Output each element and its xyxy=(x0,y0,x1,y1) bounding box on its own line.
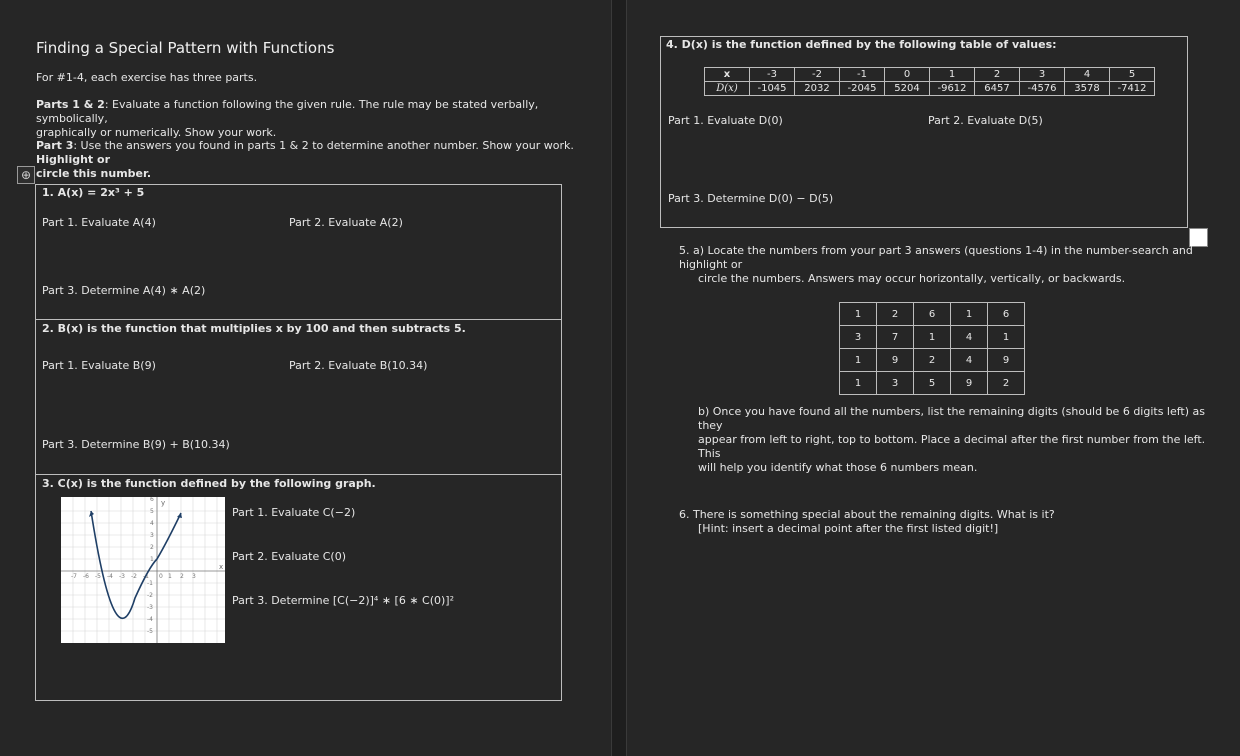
x-tick-label: 0 xyxy=(159,573,163,580)
x-tick-label: -6 xyxy=(83,573,89,580)
part3-label: Part 3 xyxy=(36,139,74,152)
table-cell: -1 xyxy=(840,68,885,82)
table-cell: -9612 xyxy=(930,82,975,96)
table-cell: -7412 xyxy=(1110,82,1155,96)
grid-cell[interactable]: 1 xyxy=(840,349,877,372)
q2-part1: Part 1. Evaluate B(9) xyxy=(42,359,156,372)
grid-cell[interactable]: 9 xyxy=(877,349,914,372)
values-table xyxy=(704,67,1155,96)
table-cell: -4576 xyxy=(1020,82,1065,96)
graph-svg xyxy=(61,497,225,643)
y-tick-label: -2 xyxy=(147,592,153,599)
q3-part1: Part 1. Evaluate C(−2) xyxy=(232,506,356,519)
q5a-line1: 5. a) Locate the numbers from your part 3 answers (questions 1-4) in the number-search and highlight or xyxy=(679,244,1193,271)
left-page xyxy=(0,0,612,756)
table-cell: 5204 xyxy=(885,82,930,96)
part3-text: : Use the answers you found in parts 1 & 2 to determine another number. Show your work. xyxy=(73,139,574,152)
page-title: Finding a Special Pattern with Functions xyxy=(36,39,335,57)
grid-cell[interactable]: 9 xyxy=(951,372,988,395)
table-cell: 3578 xyxy=(1065,82,1110,96)
x-tick-label: 1 xyxy=(168,573,172,580)
table-cell: 6457 xyxy=(975,82,1020,96)
question-4-box xyxy=(660,36,1188,228)
table-cell: 2 xyxy=(975,68,1020,82)
q2-header: 2. B(x) is the function that multiplies x by 100 and then subtracts 5. xyxy=(42,322,466,335)
grid-cell[interactable]: 3 xyxy=(840,326,877,349)
y-tick-label: 6 xyxy=(150,497,154,503)
y-tick-label: 5 xyxy=(150,508,154,515)
function-graph xyxy=(61,497,225,643)
q6-line2: [Hint: insert a decimal point after the first listed digit!] xyxy=(698,522,999,535)
grid-cell[interactable]: 7 xyxy=(877,326,914,349)
table-cell: 0 xyxy=(885,68,930,82)
intro-text: For #1-4, each exercise has three parts. xyxy=(36,71,258,84)
q4-part2: Part 2. Evaluate D(5) xyxy=(928,114,1043,127)
q5b-line2: appear from left to right, top to bottom. Place a decimal after the first number from the left. This xyxy=(698,433,1206,460)
x-tick-label: 3 xyxy=(192,573,196,580)
q5b-text xyxy=(698,405,1218,475)
grid-cell[interactable]: 1 xyxy=(840,303,877,326)
y-tick-labels xyxy=(147,497,154,635)
y-tick-label: -3 xyxy=(147,604,153,611)
table-row-d xyxy=(705,82,1155,96)
y-tick-label: 2 xyxy=(150,544,154,551)
grid-cell[interactable]: 2 xyxy=(914,349,951,372)
q2-part2: Part 2. Evaluate B(10.34) xyxy=(289,359,428,372)
grid-cell[interactable]: 1 xyxy=(951,303,988,326)
y-tick-label: -5 xyxy=(147,628,153,635)
grid-cell[interactable]: 5 xyxy=(914,372,951,395)
table-row-x xyxy=(705,68,1155,82)
grid-cell[interactable]: 9 xyxy=(988,349,1025,372)
grid-cell[interactable]: 1 xyxy=(840,372,877,395)
q1-part2: Part 2. Evaluate A(2) xyxy=(289,216,403,229)
q3-part3: Part 3. Determine [C(−2)]⁴ ∗ [6 ∗ C(0)]² xyxy=(232,594,455,607)
table-cell: -2 xyxy=(795,68,840,82)
grid-cell[interactable]: 4 xyxy=(951,349,988,372)
x-tick-label: -3 xyxy=(119,573,125,580)
x-tick-label: -4 xyxy=(107,573,113,580)
q1-header: 1. A(x) = 2x³ + 5 xyxy=(42,186,145,199)
question-2-box xyxy=(35,319,562,475)
graph-gridlines xyxy=(61,497,225,643)
x-tick-label: -5 xyxy=(95,573,101,580)
q4-part3: Part 3. Determine D(0) − D(5) xyxy=(668,192,834,205)
table-cell: -1045 xyxy=(750,82,795,96)
table-header-d: D(x) xyxy=(705,82,750,96)
q1-part1: Part 1. Evaluate A(4) xyxy=(42,216,156,229)
x-tick-label: 2 xyxy=(180,573,184,580)
parts12-label: Parts 1 & 2 xyxy=(36,98,105,111)
x-axis-label: x xyxy=(219,563,224,571)
grid-cell[interactable]: 1 xyxy=(914,326,951,349)
q5b-line1: b) Once you have found all the numbers, list the remaining digits (should be 6 digits left) as they xyxy=(698,405,1206,432)
grid-cell[interactable]: 3 xyxy=(877,372,914,395)
grid-cell[interactable]: 6 xyxy=(988,303,1025,326)
grid-row xyxy=(840,303,1025,326)
x-tick-label: -7 xyxy=(71,573,77,580)
grid-cell[interactable]: 6 xyxy=(914,303,951,326)
q4-header: 4. D(x) is the function defined by the following table of values: xyxy=(666,38,1057,51)
table-cell: 4 xyxy=(1065,68,1110,82)
q5b-line3: will help you identify what those 6 numbers mean. xyxy=(698,461,978,474)
y-tick-label: 4 xyxy=(150,520,154,527)
table-cell: -2045 xyxy=(840,82,885,96)
grid-row xyxy=(840,349,1025,372)
grid-cell[interactable]: 1 xyxy=(988,326,1025,349)
q3-header: 3. C(x) is the function defined by the following graph. xyxy=(42,477,376,490)
table-cell: 1 xyxy=(930,68,975,82)
x-tick-labels xyxy=(71,573,196,580)
y-tick-label: 3 xyxy=(150,532,154,539)
table-cell: 3 xyxy=(1020,68,1065,82)
x-tick-label: -1 xyxy=(143,573,149,580)
q5a-text xyxy=(679,244,1239,286)
table-move-icon[interactable]: ⊕ xyxy=(17,166,35,184)
grid-cell[interactable]: 2 xyxy=(988,372,1025,395)
part3-highlight2: circle this number. xyxy=(36,167,152,180)
parts12-text2: graphically or numerically. Show your work. xyxy=(36,126,277,139)
parts12-text: : Evaluate a function following the given rule. The rule may be stated verbally, symbolically, xyxy=(36,98,539,125)
y-tick-label: -1 xyxy=(147,580,153,587)
table-header-x: x xyxy=(705,68,750,82)
question-1-box xyxy=(35,184,562,320)
y-axis-label: y xyxy=(161,499,166,507)
part3-highlight: Highlight or xyxy=(36,153,110,166)
y-tick-label: 1 xyxy=(150,556,154,563)
q4-part1: Part 1. Evaluate D(0) xyxy=(668,114,783,127)
grid-cell[interactable]: 2 xyxy=(877,303,914,326)
table-cell: 2032 xyxy=(795,82,840,96)
grid-cell[interactable]: 4 xyxy=(951,326,988,349)
q6-text xyxy=(679,508,1219,536)
part3-instructions xyxy=(36,139,596,181)
q1-part3: Part 3. Determine A(4) ∗ A(2) xyxy=(42,284,206,297)
parts12-instructions xyxy=(36,98,596,140)
table-cell: 5 xyxy=(1110,68,1155,82)
q6-line1: 6. There is something special about the remaining digits. What is it? xyxy=(679,508,1055,521)
right-page xyxy=(626,0,1240,756)
grid-row xyxy=(840,372,1025,395)
question-3-box xyxy=(35,474,562,701)
q2-part3: Part 3. Determine B(9) + B(10.34) xyxy=(42,438,230,451)
y-tick-label: -4 xyxy=(147,616,153,623)
x-tick-label: -2 xyxy=(131,573,137,580)
number-search-grid xyxy=(839,302,1025,395)
q5a-line2: circle the numbers. Answers may occur horizontally, vertically, or backwards. xyxy=(698,272,1126,285)
grid-row xyxy=(840,326,1025,349)
table-cell: -3 xyxy=(750,68,795,82)
q3-part2: Part 2. Evaluate C(0) xyxy=(232,550,347,563)
parabola-curve xyxy=(91,511,181,618)
